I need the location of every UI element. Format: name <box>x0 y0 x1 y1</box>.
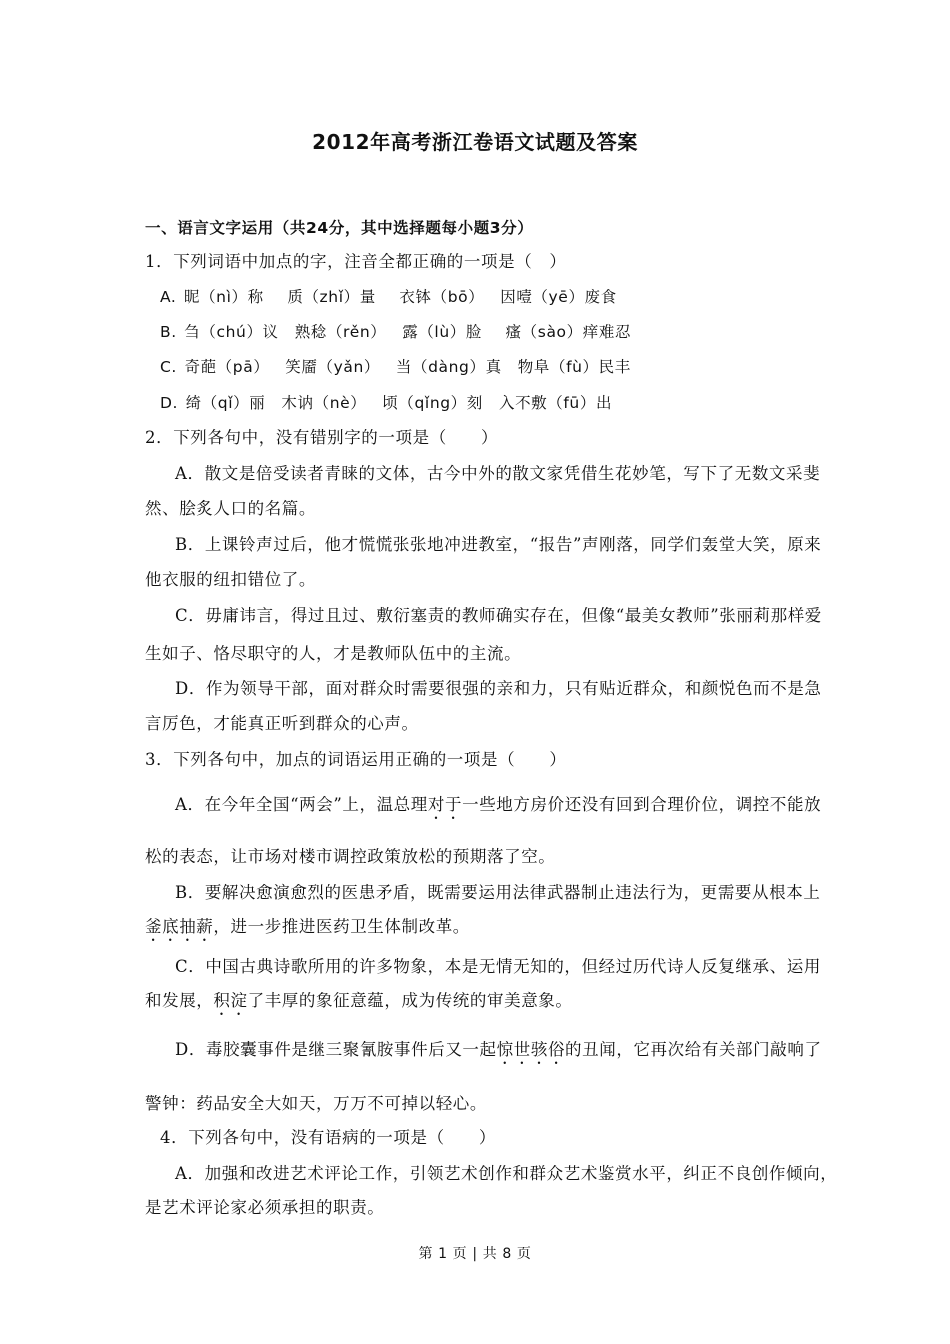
text: 了丰厚的象征意蕴，成为传统的审美意象。 <box>247 991 573 1010</box>
question-1-option-b: B. 刍（chú）议 熟稔（rěn） 露（lù）脸 瘙（sào）痒难忍 <box>160 323 632 341</box>
question-3-option-b: B．要解决愈演愈烈的医患矛盾，既需要运用法律武器制止违法行为，更需要从根本上 <box>175 883 821 902</box>
question-3-option-d <box>175 1039 822 1068</box>
question-1-option-c: C. 奇葩（pā） 笑靥（yǎn） 当（dàng）真 物阜（fù）民丰 <box>160 358 631 376</box>
text: A．在今年全国“两会”上，温总理 <box>175 795 428 814</box>
text: 一些地方房价还没有回到合理价位，调控不能放 <box>462 795 822 814</box>
question-1-option-a: A. 昵（nì）称 质（zhǐ）量 衣钵（bō） 因噎（yē）废食 <box>160 288 617 306</box>
page-footer: 第 1 页 | 共 8 页 <box>418 1246 532 1262</box>
emphasized-word: 积淀 <box>213 991 248 1010</box>
text: ，进一步推进医药卫生体制改革。 <box>213 917 470 936</box>
question-3-option-c: C．中国古典诗歌所用的许多物象，本是无情无知的，但经过历代诗人反复继承、运用 <box>175 957 821 976</box>
question-3-option-a-cont: 松的表态，让市场对楼市调控政策放松的预期落了空。 <box>145 847 556 866</box>
text: D．毒胶囊事件是继三聚氰胺事件后又一起 <box>175 1040 497 1059</box>
question-3-option-d-cont: 警钟：药品安全大如天，万万不可掉以轻心。 <box>145 1094 487 1113</box>
question-4-option-a-cont: 是艺术评论家必须承担的职责。 <box>145 1198 385 1217</box>
question-3-option-a <box>175 794 821 823</box>
emphasized-word: 对于 <box>427 795 463 814</box>
question-2-option-b-cont: 他衣服的纽扣错位了。 <box>145 570 316 589</box>
question-2-option-a-cont: 然、脍炙人口的名篇。 <box>145 499 316 518</box>
section-heading: 一、语言文字运用（共24分，其中选择题每小题3分） <box>145 219 534 237</box>
question-2-option-c: C．毋庸讳言，得过且过、敷衍塞责的教师确实存在，但像“最美女教师”张丽莉那样爱 <box>175 606 822 625</box>
question-4-option-a: A．加强和改进艺术评论工作，引领艺术创作和群众艺术鉴赏水平，纠正不良创作倾向， <box>175 1164 838 1183</box>
question-3-stem: 3．下列各句中，加点的词语运用正确的一项是（ ） <box>145 750 567 769</box>
emphasized-word: 釜底抽薪 <box>145 917 214 936</box>
text: 和发展， <box>145 991 214 1010</box>
question-2-option-b: B．上课铃声过后，他才慌慌张张地冲进教室，“报告”声刚落，同学们轰堂大笑，原来 <box>175 535 822 554</box>
question-1-option-d: D. 绮（qǐ）丽 木讷（nè） 顷（qǐng）刻 入不敷（fū）出 <box>160 394 613 412</box>
text: 的丑闻，它再次给有关部门敲响了 <box>565 1040 822 1059</box>
question-2-stem: 2．下列各句中，没有错别字的一项是（ ） <box>145 428 499 447</box>
question-1-stem: 1．下列词语中加点的字，注音全都正确的一项是（ ） <box>145 252 567 271</box>
question-3-option-c-cont <box>145 990 573 1019</box>
document-title: 2012年高考浙江卷语文试题及答案 <box>312 130 638 154</box>
question-4-stem: 4．下列各句中，没有语病的一项是（ ） <box>160 1128 496 1147</box>
question-2-option-d-cont: 言厉色，才能真正听到群众的心声。 <box>145 714 419 733</box>
emphasized-word: 惊世骇俗 <box>496 1040 566 1059</box>
question-3-option-b-cont <box>145 916 470 945</box>
question-2-option-d: D．作为领导干部，面对群众时需要很强的亲和力，只有贴近群众，和颜悦色而不是急 <box>175 679 822 698</box>
question-2-option-c-cont: 生如子、恪尽职守的人，才是教师队伍中的主流。 <box>145 644 522 663</box>
question-2-option-a: A．散文是倍受读者青睐的文体，古今中外的散文家凭借生花妙笔，写下了无数文采斐 <box>175 464 821 483</box>
